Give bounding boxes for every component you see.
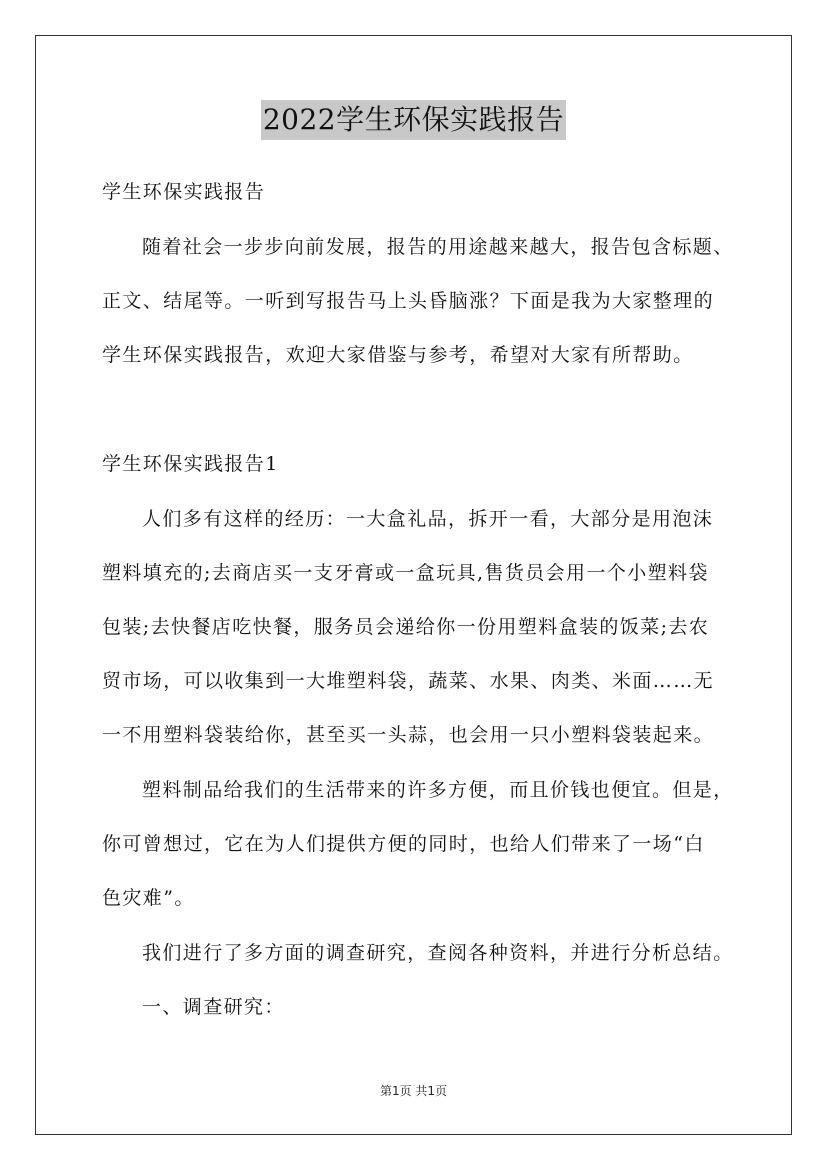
- para1-line-1: 人们多有这样的经历：一大盒礼品，拆开一看，大部分是用泡沫: [142, 508, 714, 530]
- intro-line-1: 随着社会一步步向前发展，报告的用途越来越大，报告包含标题、: [142, 236, 734, 258]
- item-heading-1: 一、调查研究：: [142, 996, 285, 1018]
- para2-line-2: 你可曾想过，它在为人们提供方便的同时，也给人们带来了一场“白: [102, 833, 705, 855]
- title-container: [0, 100, 827, 140]
- intro-line-2: 正文、结尾等。一听到写报告马上头昏脑涨？下面是我为大家整理的: [102, 290, 715, 312]
- para1-line-2: 塑料填充的;去商店买一支牙膏或一盒玩具,售货员会用一个小塑料袋: [102, 562, 709, 584]
- para1-line-3: 包装;去快餐店吃快餐，服务员会递给你一份用塑料盒装的饭菜;去农: [102, 616, 710, 638]
- page-footer: 第1页 共1页: [379, 1084, 448, 1098]
- document-subtitle: 学生环保实践报告: [102, 181, 266, 203]
- para1-line-5: 一不用塑料袋装给你，甚至买一头蒜，也会用一只小塑料袋装起来。: [102, 724, 715, 746]
- document-title: 2022学生环保实践报告: [261, 100, 566, 140]
- para2-line-1: 塑料制品给我们的生活带来的许多方便，而且价钱也便宜。但是，: [142, 779, 734, 801]
- para2-line-3: 色灾难”。: [102, 887, 195, 909]
- intro-line-3: 学生环保实践报告，欢迎大家借鉴与参考，希望对大家有所帮助。: [102, 344, 694, 366]
- para3-line-1: 我们进行了多方面的调查研究，查阅各种资料，并进行分析总结。: [142, 942, 734, 964]
- para1-line-4: 贸市场，可以收集到一大堆塑料袋，蔬菜、水果、肉类、米面……无: [102, 670, 715, 692]
- section-heading: 学生环保实践报告1: [102, 453, 279, 475]
